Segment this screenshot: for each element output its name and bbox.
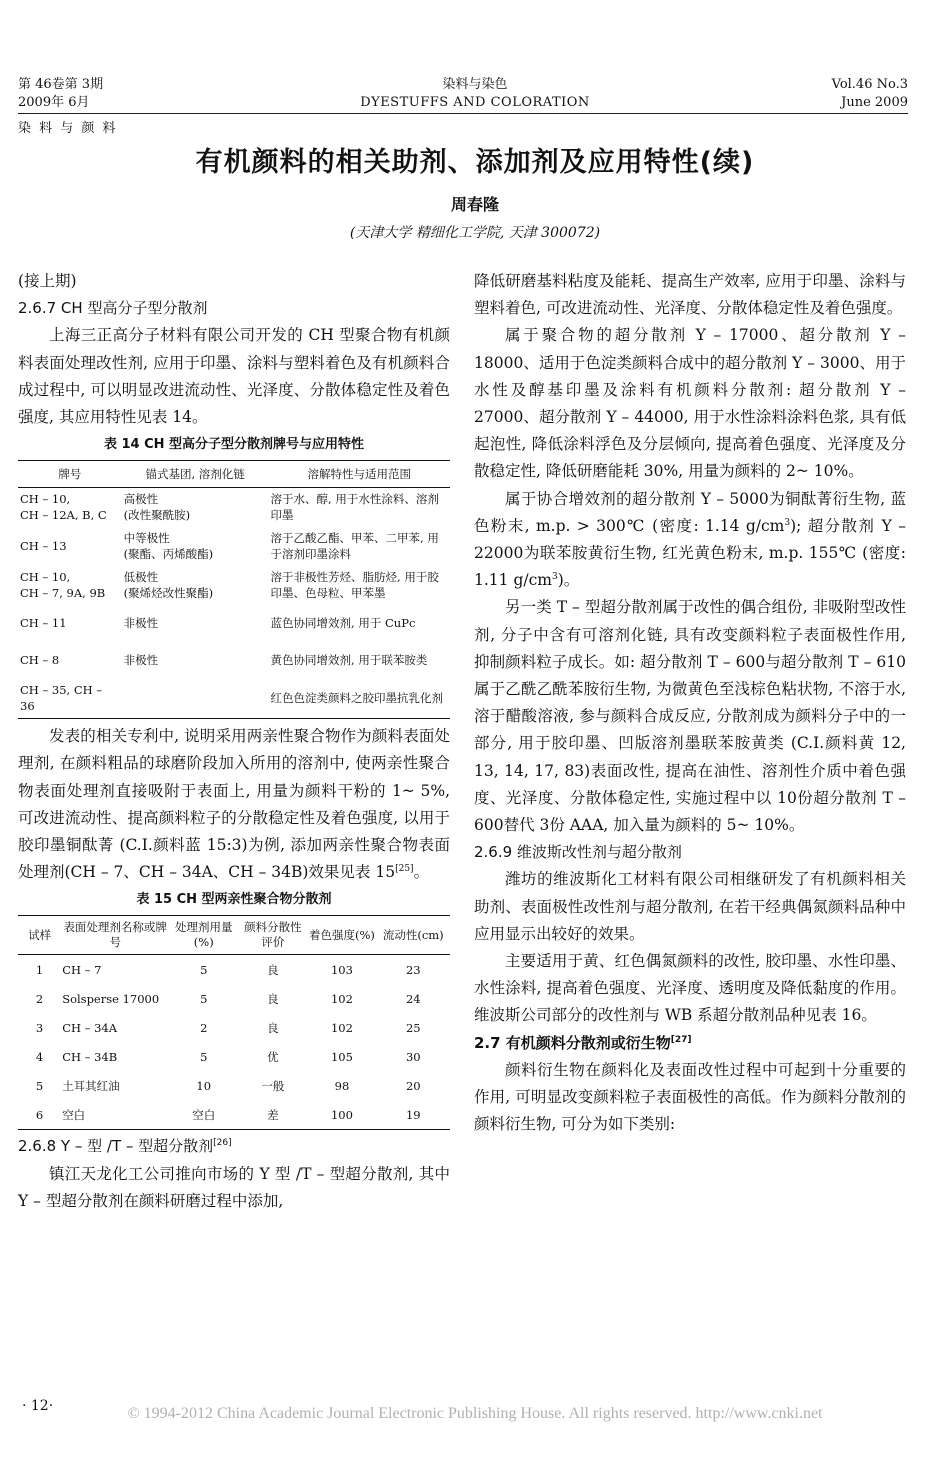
table-cell: CH – 7 <box>62 962 102 977</box>
paragraph: 另一类 T – 型超分散剂属于改性的偶合组份, 非吸附型改性剂, 分子中含有可溶剂化链, 具有改变颜料粒子表面极性作用, 抑制颜料粒子成长。如: 超分散剂 T – 600与超分散剂 T – 610属于乙酰乙酰苯胺衍生物, 为微黄色至浅棕色粘状物, 不溶于水, 溶于醋酸溶液, 参与颜料合成反应, 分散剂成为颜料分子中的一部分, 用于胶印墨、凹版溶剂墨联苯胺黄类 (C.I.颜料黄 12, 13, 14, 17, 83)表面改性, 提高在油性、溶剂性介质中着色强度、光泽度、分散体稳定性, 实施过程中以 10份超分散剂 T – 600替代 3份 AAA, 加入量为颜料的 5~ 10%。 <box>474 598 906 835</box>
paragraph-text: ); 超分散剂 Y – 22000为联苯胺黄衍生物, 红光黄色粉末, m.p. 155℃ (密度: 1.11 g/cm <box>474 516 906 590</box>
header-rule <box>18 113 908 114</box>
table-cell: 1 <box>35 962 44 977</box>
paragraph: 镇江天龙化工公司推向市场的 Y 型 /T – 型超分散剂, 其中 Y – 型超分散剂在颜料研磨过程中添加, <box>18 1164 450 1210</box>
header-journal-cn: 染料与染色 <box>442 77 508 92</box>
paragraph-text: 属于协合增效剂的超分散剂 Y – 5000为铜酞菁衍生物, 蓝色粉末, m.p. > 300℃ (密度: 1.14 g/cm <box>474 489 906 535</box>
table-cell: 2 <box>200 1020 208 1035</box>
table-header-cell: 试样 <box>18 916 61 955</box>
table-header-cell: 流动性(cm) <box>377 916 450 955</box>
table-cell: Solsperse 17000 <box>62 991 160 1006</box>
table-15-body <box>18 955 450 1130</box>
paragraph-text: )。 <box>557 571 580 590</box>
table-row <box>18 955 450 985</box>
paragraph: 潍坊的维波斯化工材料有限公司相继研发了有机颜料相关助剂、表面极性改性剂与超分散剂, 在若干经典偶氮颜料品种中应用显示出较好的效果。 <box>474 870 906 943</box>
table-cell-brand: CH – 35, CH – 36 <box>20 683 103 714</box>
table-cell-use: 溶于非极性芳烃、脂肪烃, 用于胶印墨、色母粒、甲苯墨 <box>270 570 439 601</box>
table-cell: 19 <box>405 1107 421 1122</box>
heading-2-6-7: 2.6.7 CH 型高分子型分散剂 <box>18 299 208 318</box>
header-date-en: June 2009 <box>841 95 908 110</box>
table-cell: 103 <box>330 962 353 977</box>
table-cell-group: 低极性 (聚烯烃改性聚酯) <box>123 570 214 601</box>
table-cell-group: 高极性 (改性聚酰胺) <box>123 492 191 523</box>
paragraph: 降低研磨基料粘度及能耗、提高生产效率, 应用于印墨、涂料与塑料着色, 可改进流动性、光泽度、分散体稳定性及着色强度。 <box>474 272 906 318</box>
table-cell: CH – 34B <box>62 1049 118 1064</box>
table-cell-group: 中等极性 (聚酯、丙烯酸酯) <box>123 531 214 562</box>
header-volume: 第 46卷第 3期 <box>18 77 104 92</box>
table-cell: 6 <box>35 1107 44 1122</box>
table-header-cell: 颜料分散性评价 <box>238 916 307 955</box>
table-cell-group: 非极性 <box>123 653 159 668</box>
left-column <box>18 268 450 1215</box>
table-cell: 24 <box>405 991 421 1006</box>
right-column <box>474 268 906 1139</box>
section-tag: 染 料 与 颜 料 <box>18 121 118 136</box>
table-cell-group: 非极性 <box>123 616 159 631</box>
table-cell: 差 <box>267 1107 279 1122</box>
table-row <box>18 984 450 1013</box>
table-row <box>18 1042 450 1071</box>
paragraph: 属于聚合物的超分散剂 Y – 17000、超分散剂 Y – 18000、适用于色淀类颜料合成中的超分散剂 Y – 3000、用于水性及醇基印墨及涂料有机颜料分散剂: 超分散剂 Y – 27000、超分散剂 Y – 44000, 用于水性涂料涂料色浆, 具有低起泡性, 降低涂料浮色及分层倾向, 提高着色强度、光泽度及分散稳定性, 降低研磨能耗 30%, 用量为颜料的 2~ 10%。 <box>474 326 906 481</box>
table-cell: 100 <box>330 1107 353 1122</box>
heading-text: 2.6.8 Y – 型 /T – 型超分散剂 <box>18 1137 214 1156</box>
header-journal-en: DYESTUFFS AND COLORATION <box>360 95 590 110</box>
table-14-body <box>18 488 450 719</box>
paragraph-text: 发表的相关专利中, 说明采用两亲性聚合物作为颜料表面处理剂, 在颜料粗品的球磨阶段加入所用的溶剂中, 使两亲性聚合物表面处理剂直接吸附于表面上, 用量为颜料干粉的 1~ 5%, 可改进流动性、提高颜料粒子的分散稳定性及着色强度, 以用于胶印墨铜酞菁 (C.I.颜料蓝 15:3)为例, 添加两亲性聚合物表面处理剂(CH – 7、CH – 34A、CH – 34B)效果见表 15 <box>18 727 450 882</box>
paragraph: 上海三正高分子材料有限公司开发的 CH 型聚合物有机颜料表面处理改性剂, 应用于印墨、涂料与塑料着色及有机颜料合成过程中, 可以明显改进流动性、光泽度、分散体稳定性及着色强度, 其应用特性见表 14。 <box>18 326 450 427</box>
table-cell: 5 <box>200 991 208 1006</box>
table-header-cell: 锚式基团, 溶剂化链 <box>122 461 269 488</box>
header-date: 2009年 6月 <box>18 95 90 110</box>
table-cell-brand: CH – 10, CH – 7, 9A, 9B <box>20 570 106 601</box>
citation: [25] <box>395 864 414 875</box>
table-cell: 102 <box>330 1020 353 1035</box>
paragraph: 主要适用于黄、红色偶氮颜料的改性, 胶印墨、水性印墨、水性涂料, 提高着色强度、光泽度、透明度及降低黏度的作用。维波斯公司部分的改性剂与 WB 系超分散剂品种见表 16。 <box>474 952 906 1025</box>
heading-2-7 <box>474 1030 906 1057</box>
table-cell: 4 <box>35 1049 44 1064</box>
table-row <box>18 527 450 566</box>
table-row <box>18 679 450 719</box>
table-header-cell: 表面处理剂名称或牌号 <box>61 916 169 955</box>
table-14-caption: 表 14 CH 型高分子型分散剂牌号与应用特性 <box>103 437 365 453</box>
table-14 <box>18 460 450 719</box>
table-header-row <box>18 461 450 488</box>
table-cell: 良 <box>267 1020 279 1035</box>
table-cell-use: 黄色协同增效剂, 用于联苯胺类 <box>270 653 428 668</box>
table-cell: 98 <box>334 1078 350 1093</box>
table-cell-use: 溶于乙酸乙酯、甲苯、二甲苯, 用于溶剂印墨涂料 <box>270 531 439 562</box>
superscript: 3 <box>551 572 558 583</box>
table-15 <box>18 915 450 1130</box>
superscript: 3 <box>784 517 791 528</box>
paragraph <box>474 486 906 595</box>
table-row <box>18 1100 450 1130</box>
table-cell: 5 <box>200 962 208 977</box>
table-row <box>18 642 450 679</box>
table-header-cell: 处理剂用量(%) <box>169 916 238 955</box>
table-cell: 25 <box>405 1020 421 1035</box>
table-cell: 30 <box>405 1049 421 1064</box>
table-cell-group <box>122 679 269 719</box>
table-cell-use: 红色色淀类颜料之胶印墨抗乳化剂 <box>270 691 444 706</box>
table-cell-brand: CH – 11 <box>20 616 67 631</box>
table-cell: 空白 <box>192 1107 216 1122</box>
table-cell-brand: CH – 13 <box>20 539 67 554</box>
header-volume-en: Vol.46 No.3 <box>831 77 908 92</box>
copyright-footer: © 1994-2012 China Academic Journal Electronic Publishing House. All rights reserved. http://www.cnki.net <box>127 1405 823 1422</box>
table-row <box>18 1071 450 1100</box>
paragraph <box>18 723 450 886</box>
table-cell: 空白 <box>62 1107 86 1122</box>
heading-2-6-8 <box>18 1133 450 1160</box>
table-row <box>18 1013 450 1042</box>
table-cell: 土耳其红油 <box>62 1078 120 1093</box>
table-cell: CH – 34A <box>62 1020 118 1035</box>
table-cell-brand: CH – 8 <box>20 653 60 668</box>
table-cell: 良 <box>267 991 279 1006</box>
table-header-cell: 牌号 <box>18 461 122 488</box>
table-cell: 105 <box>330 1049 353 1064</box>
table-cell: 10 <box>196 1078 212 1093</box>
table-row <box>18 488 450 528</box>
table-row <box>18 566 450 605</box>
table-cell-use: 溶于水、醇, 用于水性涂料、溶剂印墨 <box>270 492 439 523</box>
table-cell-brand: CH – 10, CH – 12A, B, C <box>20 492 107 523</box>
table-cell: 20 <box>405 1078 421 1093</box>
table-cell: 优 <box>267 1049 279 1064</box>
paragraph-end: 。 <box>413 863 430 882</box>
table-15-caption: 表 15 CH 型两亲性聚合物分散剂 <box>136 892 332 908</box>
heading-2-6-9: 2.6.9 维波斯改性剂与超分散剂 <box>474 843 682 862</box>
table-cell: 5 <box>35 1078 44 1093</box>
page-number: · 12· <box>22 1398 54 1414</box>
citation: [26] <box>213 1138 232 1149</box>
heading-text: 2.7 有机颜料分散剂或衍生物 <box>474 1033 671 1052</box>
table-cell: 23 <box>405 962 421 977</box>
table-header-cell: 着色强度(%) <box>307 916 376 955</box>
table-cell: 3 <box>35 1020 44 1035</box>
header-issue-en <box>832 76 908 112</box>
table-header-cell: 溶解特性与适用范围 <box>269 461 450 488</box>
table-cell: 良 <box>267 962 279 977</box>
table-cell-use: 蓝色协同增效剂, 用于 CuPc <box>270 616 416 631</box>
header-journal <box>0 76 950 112</box>
table-header-row <box>18 916 450 955</box>
table-cell: 5 <box>200 1049 208 1064</box>
continued-note: (接上期) <box>18 272 77 290</box>
table-cell: 2 <box>35 991 44 1006</box>
table-cell: 102 <box>330 991 353 1006</box>
article-title: 有机颜料的相关助剂、添加剂及应用特性(续) <box>195 147 755 178</box>
article-author: 周春隆 <box>450 195 499 214</box>
paragraph: 颜料衍生物在颜料化及表面改性过程中可起到十分重要的作用, 可明显改变颜料粒子表面极性的高低。作为颜料分散剂的颜料衍生物, 可分为如下类别: <box>474 1060 906 1134</box>
citation: [27] <box>670 1034 692 1045</box>
table-cell: 一般 <box>261 1078 285 1093</box>
author-affiliation: (天津大学 精细化工学院, 天津 300072) <box>349 225 601 241</box>
table-row <box>18 605 450 642</box>
